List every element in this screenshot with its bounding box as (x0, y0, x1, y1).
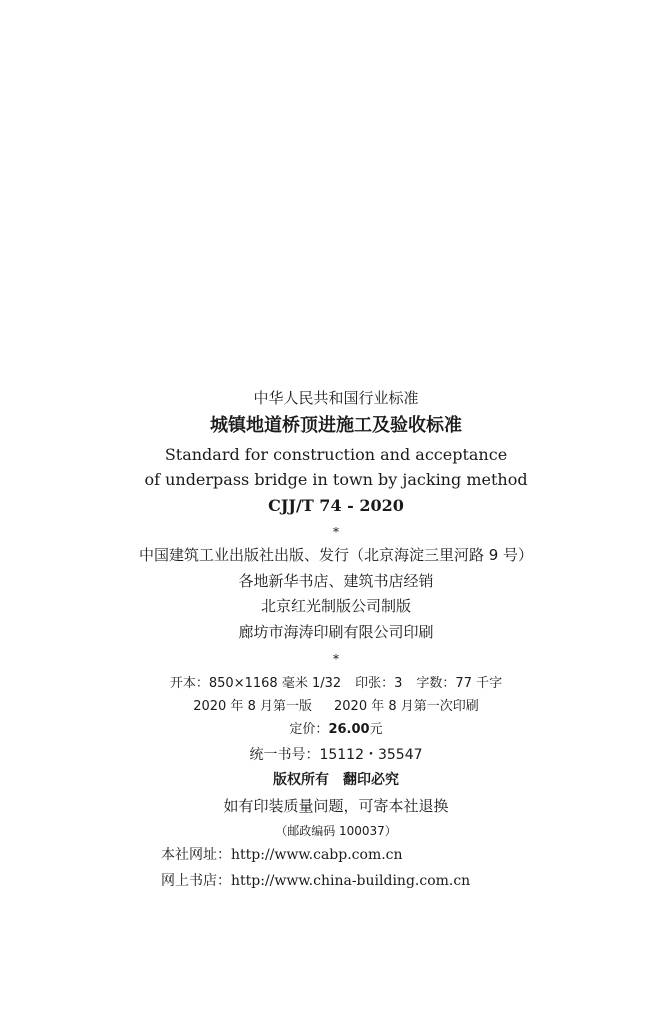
edition-line (0, 700, 672, 713)
website-line (161, 848, 403, 862)
title-chinese: 城镇地道桥顶进施工及验收标准 (210, 415, 462, 436)
price-label: 定价： (289, 722, 329, 737)
no-reproduction: 翻印必究 (343, 772, 399, 788)
bookstore-line (161, 874, 470, 888)
title-english-line-2: of underpass bridge in town by jacking method (144, 470, 528, 489)
distributor-line: 各地新华书店、建筑书店经销 (238, 572, 434, 590)
copyright-line (0, 773, 672, 787)
website-url: http://www.cabp.com.cn (231, 847, 403, 863)
book-format: 开本：850×1168 毫米 1/32 (169, 676, 342, 691)
price-unit: 元 (369, 722, 383, 737)
price-value: 26.00 (328, 722, 370, 737)
return-notice: 如有印装质量问题，可寄本社退换 (223, 797, 449, 815)
bookstore-url: http://www.china-building.com.cn (231, 873, 471, 889)
bookstore-label: 网上书店： (161, 873, 231, 889)
first-edition: 2020 年 8 月第一版 (193, 699, 312, 714)
postal-code: （邮政编码 100037） (275, 824, 397, 838)
standard-code: CJJ/T 74 - 2020 (268, 496, 404, 515)
word-count: 字数：77 千字 (416, 676, 503, 691)
rights-reserved: 版权所有 (273, 772, 329, 788)
first-printing: 2020 年 8 月第一次印刷 (334, 699, 479, 714)
plate-maker-line: 北京红光制版公司制版 (260, 597, 411, 615)
printed-sheets: 印张：3 (355, 676, 403, 691)
separator-star: * (333, 652, 339, 666)
standard-series: 中华人民共和国行业标准 (253, 389, 419, 407)
unified-book-number: 统一书号：15112・35547 (249, 747, 423, 763)
title-english-line-1: Standard for construction and acceptance (164, 445, 508, 464)
publisher-line: 中国建筑工业出版社出版、发行（北京海淀三里河路 9 号） (138, 546, 534, 564)
price-line (0, 723, 672, 736)
website-label: 本社网址： (161, 847, 231, 863)
printer-line: 廊坊市海涛印刷有限公司印刷 (238, 623, 434, 641)
book-spec-line (0, 677, 672, 690)
separator-star: * (333, 525, 339, 539)
